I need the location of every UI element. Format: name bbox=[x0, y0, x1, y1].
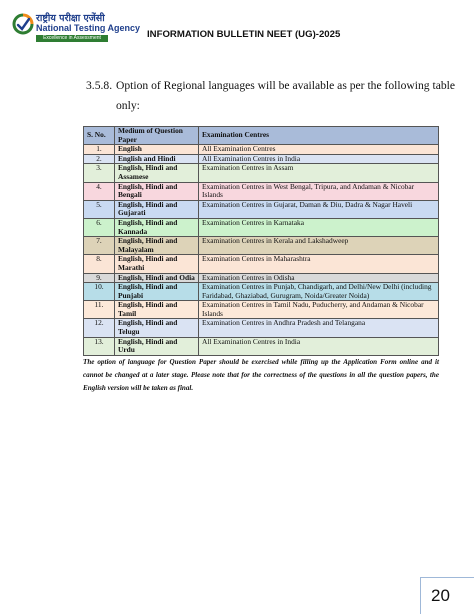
table-row bbox=[84, 200, 439, 218]
row-centres: All Examination Centres bbox=[199, 145, 439, 155]
row-centres: Examination Centres in Andhra Pradesh and Telangana bbox=[199, 319, 439, 337]
row-medium: English, Hindi and Bengali bbox=[115, 182, 199, 200]
row-medium: English, Hindi and Malayalam bbox=[115, 237, 199, 255]
row-medium: English, Hindi and Kannada bbox=[115, 218, 199, 236]
table-row bbox=[84, 301, 439, 319]
row-serial: 10. bbox=[84, 283, 115, 301]
table-row bbox=[84, 237, 439, 255]
row-centres: Examination Centres in Odisha bbox=[199, 273, 439, 283]
row-medium: English, Hindi and Punjabi bbox=[115, 283, 199, 301]
nta-emblem-icon bbox=[12, 13, 34, 35]
row-serial: 6. bbox=[84, 218, 115, 236]
row-centres: Examination Centres in Karnataka bbox=[199, 218, 439, 236]
row-centres: Examination Centres in Punjab, Chandigarh, and Delhi/New Delhi (including Faridabad, Ghaziabad, Gurugram, Noida/Greater Noida) bbox=[199, 283, 439, 301]
row-serial: 5. bbox=[84, 200, 115, 218]
row-centres: Examination Centres in Maharashtra bbox=[199, 255, 439, 273]
row-medium: English, Hindi and Gujarati bbox=[115, 200, 199, 218]
page-number: 20 bbox=[431, 586, 450, 605]
row-centres: Examination Centres in Gujarat, Daman & Diu, Dadra & Nagar Haveli bbox=[199, 200, 439, 218]
table-header-row bbox=[84, 127, 439, 145]
row-serial: 1. bbox=[84, 145, 115, 155]
table-row bbox=[84, 182, 439, 200]
table-row bbox=[84, 218, 439, 236]
nta-logo bbox=[12, 11, 141, 51]
table-row bbox=[84, 145, 439, 155]
section-text-line-1: Option of Regional languages will be available as per the following table bbox=[116, 79, 456, 92]
header-centres: Examination Centres bbox=[199, 127, 439, 145]
row-medium: English, Hindi and Telugu bbox=[115, 319, 199, 337]
row-centres: Examination Centres in Kerala and Lakshadweep bbox=[199, 237, 439, 255]
header-sno: S. No. bbox=[84, 127, 115, 145]
row-centres: Examination Centres in West Bengal, Tripura, and Andaman & Nicobar Islands bbox=[199, 182, 439, 200]
table-row bbox=[84, 337, 439, 355]
row-serial: 2. bbox=[84, 154, 115, 164]
row-medium: English, Hindi and Tamil bbox=[115, 301, 199, 319]
row-medium: English, Hindi and Assamese bbox=[115, 164, 199, 182]
row-centres: All Examination Centres in India bbox=[199, 154, 439, 164]
row-serial: 8. bbox=[84, 255, 115, 273]
logo-tagline: Excellence in Assessment bbox=[36, 35, 108, 42]
row-medium: English and Hindi bbox=[115, 154, 199, 164]
regional-languages-table bbox=[83, 126, 439, 356]
row-serial: 3. bbox=[84, 164, 115, 182]
header-medium: Medium of Question Paper bbox=[115, 127, 199, 145]
row-centres: Examination Centres in Tamil Nadu, Puducherry, and Andaman & Nicobar Islands bbox=[199, 301, 439, 319]
row-serial: 13. bbox=[84, 337, 115, 355]
section-number: 3.5.8. bbox=[86, 79, 113, 92]
table-row bbox=[84, 255, 439, 273]
table-row bbox=[84, 319, 439, 337]
row-medium: English, Hindi and Odia bbox=[115, 273, 199, 283]
row-serial: 7. bbox=[84, 237, 115, 255]
row-serial: 12. bbox=[84, 319, 115, 337]
row-serial: 4. bbox=[84, 182, 115, 200]
table-row bbox=[84, 283, 439, 301]
section-text-line-2: only: bbox=[116, 99, 140, 112]
row-centres: All Examination Centres in India bbox=[199, 337, 439, 355]
row-medium: English, Hindi and Marathi bbox=[115, 255, 199, 273]
language-option-note: The option of language for Question Paper should be exercised while filling up the Application Form online and it cannot be changed at a later stage. Please note that for the correctness of the questions in all the question papers, the English version will be taken as final. bbox=[83, 358, 439, 392]
table-row bbox=[84, 164, 439, 182]
row-serial: 9. bbox=[84, 273, 115, 283]
logo-hindi-text: राष्ट्रीय परीक्षा एजेंसी bbox=[36, 13, 105, 24]
page-title: INFORMATION BULLETIN NEET (UG)-2025 bbox=[147, 29, 341, 40]
row-medium: English, Hindi and Urdu bbox=[115, 337, 199, 355]
row-centres: Examination Centres in Assam bbox=[199, 164, 439, 182]
row-serial: 11. bbox=[84, 301, 115, 319]
row-medium: English bbox=[115, 145, 199, 155]
logo-english-text: National Testing Agency bbox=[36, 23, 141, 33]
